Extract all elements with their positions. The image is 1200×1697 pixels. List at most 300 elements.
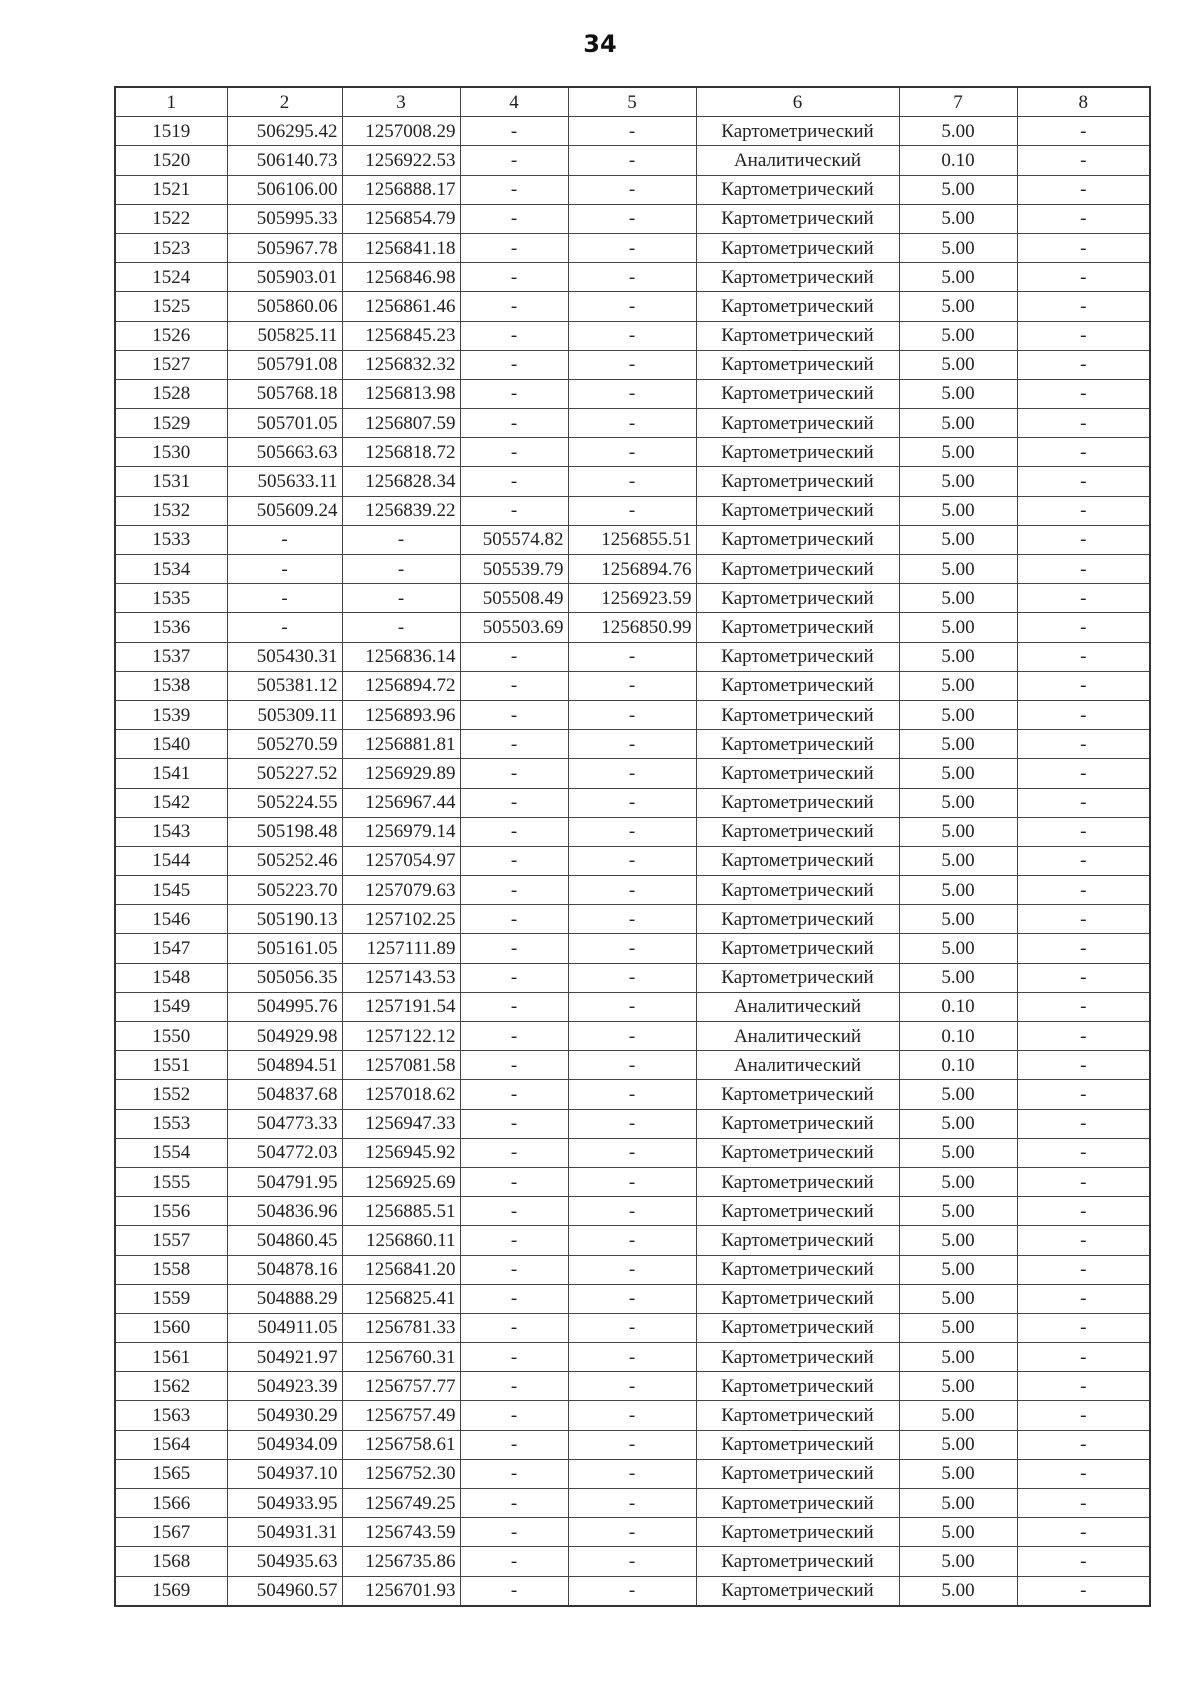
- table-cell: 1256967.44: [342, 788, 460, 817]
- table-cell: -: [1017, 817, 1150, 846]
- table-row: [115, 350, 1150, 379]
- table-cell: -: [568, 1547, 696, 1576]
- table-cell: 1256839.22: [342, 496, 460, 525]
- table-cell: -: [1017, 1109, 1150, 1138]
- table-cell: 504934.09: [227, 1430, 342, 1459]
- table-cell: 5.00: [899, 117, 1017, 146]
- table-cell: 505430.31: [227, 642, 342, 671]
- table-cell: -: [568, 1109, 696, 1138]
- table-cell: Картометрический: [696, 671, 899, 700]
- table-cell: -: [1017, 671, 1150, 700]
- table-cell: 1256925.69: [342, 1167, 460, 1196]
- table-cell: -: [460, 1138, 568, 1167]
- table-row: [115, 233, 1150, 262]
- table-cell: 505190.13: [227, 905, 342, 934]
- column-header: 4: [460, 87, 568, 117]
- table-cell: -: [460, 292, 568, 321]
- table-cell: -: [568, 1167, 696, 1196]
- table-cell: -: [460, 1080, 568, 1109]
- table-row: [115, 1576, 1150, 1606]
- table-cell: 1522: [115, 204, 227, 233]
- table-cell: 5.00: [899, 1372, 1017, 1401]
- table-cell: -: [568, 1255, 696, 1284]
- table-cell: 5.00: [899, 759, 1017, 788]
- table-cell: 1520: [115, 146, 227, 175]
- table-cell: -: [227, 584, 342, 613]
- table-cell: 5.00: [899, 438, 1017, 467]
- table-cell: 505503.69: [460, 613, 568, 642]
- table-cell: Картометрический: [696, 1255, 899, 1284]
- table-row: [115, 204, 1150, 233]
- table-cell: 1551: [115, 1051, 227, 1080]
- table-cell: 1256825.41: [342, 1284, 460, 1313]
- table-cell: -: [1017, 963, 1150, 992]
- table-cell: 504931.31: [227, 1518, 342, 1547]
- table-row: [115, 1226, 1150, 1255]
- table-cell: 5.00: [899, 1284, 1017, 1313]
- table-cell: -: [568, 992, 696, 1021]
- table-cell: 1547: [115, 934, 227, 963]
- table-cell: 0.10: [899, 992, 1017, 1021]
- table-cell: 1525: [115, 292, 227, 321]
- table-row: [115, 146, 1150, 175]
- table-body: [115, 117, 1150, 1606]
- table-cell: 1552: [115, 1080, 227, 1109]
- table-row: [115, 613, 1150, 642]
- table-cell: 1256860.11: [342, 1226, 460, 1255]
- table-cell: -: [568, 175, 696, 204]
- table-cell: -: [568, 1343, 696, 1372]
- column-header: 7: [899, 87, 1017, 117]
- table-cell: Картометрический: [696, 963, 899, 992]
- table-row: [115, 1051, 1150, 1080]
- table-cell: Картометрический: [696, 846, 899, 875]
- table-cell: -: [1017, 1080, 1150, 1109]
- table-cell: 0.10: [899, 146, 1017, 175]
- table-cell: -: [1017, 1197, 1150, 1226]
- table-cell: Картометрический: [696, 1167, 899, 1196]
- table-row: [115, 1489, 1150, 1518]
- table-row: [115, 788, 1150, 817]
- table-cell: 505227.52: [227, 759, 342, 788]
- table-cell: Картометрический: [696, 1489, 899, 1518]
- table-cell: Аналитический: [696, 992, 899, 1021]
- table-cell: -: [568, 1226, 696, 1255]
- table-cell: 1256757.77: [342, 1372, 460, 1401]
- table-cell: -: [460, 642, 568, 671]
- table-cell: -: [568, 1138, 696, 1167]
- table-cell: 1256781.33: [342, 1313, 460, 1342]
- table-cell: Картометрический: [696, 292, 899, 321]
- table-cell: -: [1017, 233, 1150, 262]
- table-cell: 1256701.93: [342, 1576, 460, 1606]
- table-cell: -: [568, 409, 696, 438]
- table-cell: 5.00: [899, 263, 1017, 292]
- table-cell: 5.00: [899, 788, 1017, 817]
- table-cell: -: [460, 671, 568, 700]
- table-cell: Картометрический: [696, 1226, 899, 1255]
- table-cell: Картометрический: [696, 1109, 899, 1138]
- table-row: [115, 1518, 1150, 1547]
- table-cell: 1537: [115, 642, 227, 671]
- table-cell: 5.00: [899, 1518, 1017, 1547]
- table-cell: 1257018.62: [342, 1080, 460, 1109]
- table-cell: 1257054.97: [342, 846, 460, 875]
- table-cell: -: [460, 379, 568, 408]
- table-cell: -: [342, 613, 460, 642]
- table-cell: 1257008.29: [342, 117, 460, 146]
- table-cell: 1542: [115, 788, 227, 817]
- table-cell: 1256841.18: [342, 233, 460, 262]
- table-cell: Картометрический: [696, 934, 899, 963]
- table-cell: 1562: [115, 1372, 227, 1401]
- table-cell: -: [568, 905, 696, 934]
- table-cell: 0.10: [899, 1022, 1017, 1051]
- table-cell: -: [1017, 1489, 1150, 1518]
- table-cell: 505056.35: [227, 963, 342, 992]
- table-row: [115, 1167, 1150, 1196]
- table-cell: -: [568, 438, 696, 467]
- table-cell: -: [460, 1226, 568, 1255]
- table-cell: 504937.10: [227, 1459, 342, 1488]
- table-cell: -: [1017, 1518, 1150, 1547]
- table-cell: -: [1017, 350, 1150, 379]
- table-cell: Картометрический: [696, 350, 899, 379]
- table-cell: -: [1017, 438, 1150, 467]
- table-cell: -: [568, 730, 696, 759]
- table-cell: -: [568, 671, 696, 700]
- table-cell: 1556: [115, 1197, 227, 1226]
- table-cell: 504791.95: [227, 1167, 342, 1196]
- table-cell: 1561: [115, 1343, 227, 1372]
- table-cell: 5.00: [899, 642, 1017, 671]
- table-cell: 504930.29: [227, 1401, 342, 1430]
- table-row: [115, 1197, 1150, 1226]
- table-cell: 5.00: [899, 379, 1017, 408]
- table-cell: 1256947.33: [342, 1109, 460, 1138]
- table-cell: -: [460, 1051, 568, 1080]
- table-cell: Картометрический: [696, 1284, 899, 1313]
- table-cell: -: [460, 117, 568, 146]
- table-cell: 1534: [115, 555, 227, 584]
- table-cell: 1257079.63: [342, 876, 460, 905]
- table-cell: 5.00: [899, 934, 1017, 963]
- table-cell: -: [460, 1284, 568, 1313]
- table-cell: -: [460, 788, 568, 817]
- table-cell: 504921.97: [227, 1343, 342, 1372]
- table-cell: 505508.49: [460, 584, 568, 613]
- table-cell: -: [568, 263, 696, 292]
- table-cell: 1256854.79: [342, 204, 460, 233]
- table-row: [115, 1372, 1150, 1401]
- table-cell: -: [1017, 788, 1150, 817]
- table-cell: 1256979.14: [342, 817, 460, 846]
- table-cell: Картометрический: [696, 525, 899, 554]
- table-row: [115, 175, 1150, 204]
- table-cell: -: [568, 233, 696, 262]
- table-cell: -: [1017, 934, 1150, 963]
- table-row: [115, 117, 1150, 146]
- column-header: 3: [342, 87, 460, 117]
- table-cell: 1256758.61: [342, 1430, 460, 1459]
- table-cell: 1256861.46: [342, 292, 460, 321]
- table-cell: -: [460, 730, 568, 759]
- table-cell: 1555: [115, 1167, 227, 1196]
- table-cell: 1558: [115, 1255, 227, 1284]
- table-row: [115, 555, 1150, 584]
- table-cell: 5.00: [899, 963, 1017, 992]
- table-cell: -: [460, 1547, 568, 1576]
- table-cell: -: [1017, 1372, 1150, 1401]
- table-cell: 1521: [115, 175, 227, 204]
- table-cell: 5.00: [899, 613, 1017, 642]
- table-row: [115, 963, 1150, 992]
- table-cell: -: [568, 846, 696, 875]
- table-cell: -: [460, 1459, 568, 1488]
- table-cell: -: [227, 525, 342, 554]
- table-cell: 505791.08: [227, 350, 342, 379]
- table-cell: Аналитический: [696, 1051, 899, 1080]
- table-row: [115, 934, 1150, 963]
- table-row: [115, 1547, 1150, 1576]
- table-cell: -: [460, 321, 568, 350]
- table-cell: -: [568, 934, 696, 963]
- table-cell: 5.00: [899, 1459, 1017, 1488]
- table-cell: Картометрический: [696, 1372, 899, 1401]
- table-row: [115, 1343, 1150, 1372]
- table-cell: 0.10: [899, 1051, 1017, 1080]
- table-cell: 505574.82: [460, 525, 568, 554]
- table-cell: 1564: [115, 1430, 227, 1459]
- table-cell: 1257143.53: [342, 963, 460, 992]
- table-cell: 505860.06: [227, 292, 342, 321]
- table-cell: -: [1017, 1022, 1150, 1051]
- table-cell: -: [1017, 1284, 1150, 1313]
- table-cell: 5.00: [899, 905, 1017, 934]
- table-cell: 1557: [115, 1226, 227, 1255]
- table-cell: 504894.51: [227, 1051, 342, 1080]
- table-row: [115, 379, 1150, 408]
- table-row: [115, 817, 1150, 846]
- table-cell: -: [460, 1518, 568, 1547]
- table-row: [115, 1459, 1150, 1488]
- table-cell: -: [1017, 117, 1150, 146]
- table-cell: 5.00: [899, 1167, 1017, 1196]
- table-cell: -: [460, 467, 568, 496]
- table-cell: 5.00: [899, 1401, 1017, 1430]
- table-cell: 1257081.58: [342, 1051, 460, 1080]
- table-row: [115, 671, 1150, 700]
- table-cell: -: [1017, 1138, 1150, 1167]
- table-cell: 505633.11: [227, 467, 342, 496]
- table-cell: 504878.16: [227, 1255, 342, 1284]
- table-cell: Картометрический: [696, 1138, 899, 1167]
- table-cell: 5.00: [899, 292, 1017, 321]
- table-cell: Картометрический: [696, 1080, 899, 1109]
- table-cell: 1554: [115, 1138, 227, 1167]
- table-cell: -: [460, 1109, 568, 1138]
- table-cell: 504837.68: [227, 1080, 342, 1109]
- table-cell: Картометрический: [696, 1197, 899, 1226]
- table-cell: Картометрический: [696, 438, 899, 467]
- table-cell: Картометрический: [696, 1313, 899, 1342]
- table-cell: 1548: [115, 963, 227, 992]
- table-cell: 5.00: [899, 1080, 1017, 1109]
- table-cell: Аналитический: [696, 146, 899, 175]
- table-row: [115, 1430, 1150, 1459]
- table-cell: 1544: [115, 846, 227, 875]
- table-cell: 505223.70: [227, 876, 342, 905]
- table-cell: -: [1017, 1313, 1150, 1342]
- table-cell: 504923.39: [227, 1372, 342, 1401]
- table-cell: -: [1017, 409, 1150, 438]
- table-cell: -: [568, 817, 696, 846]
- table-cell: 1540: [115, 730, 227, 759]
- table-cell: 505995.33: [227, 204, 342, 233]
- table-cell: Картометрический: [696, 1343, 899, 1372]
- table-cell: 1256929.89: [342, 759, 460, 788]
- table-cell: 1545: [115, 876, 227, 905]
- table-cell: 1541: [115, 759, 227, 788]
- table-cell: 505539.79: [460, 555, 568, 584]
- table-cell: 1256743.59: [342, 1518, 460, 1547]
- table-cell: -: [460, 934, 568, 963]
- table-cell: -: [1017, 146, 1150, 175]
- table-cell: 5.00: [899, 817, 1017, 846]
- table-cell: 1256894.76: [568, 555, 696, 584]
- table-cell: Картометрический: [696, 233, 899, 262]
- table-cell: -: [568, 1459, 696, 1488]
- table-cell: 1256813.98: [342, 379, 460, 408]
- table-cell: 505663.63: [227, 438, 342, 467]
- table-cell: 5.00: [899, 467, 1017, 496]
- table-cell: 5.00: [899, 321, 1017, 350]
- table-cell: 506140.73: [227, 146, 342, 175]
- table-row: [115, 1401, 1150, 1430]
- table-row: [115, 1138, 1150, 1167]
- table-cell: -: [1017, 876, 1150, 905]
- table-cell: -: [460, 1430, 568, 1459]
- table-cell: 5.00: [899, 1313, 1017, 1342]
- table-cell: -: [1017, 1576, 1150, 1606]
- table-cell: 5.00: [899, 233, 1017, 262]
- table-cell: 1256945.92: [342, 1138, 460, 1167]
- table-row: [115, 876, 1150, 905]
- table-cell: -: [568, 876, 696, 905]
- table-cell: 5.00: [899, 1255, 1017, 1284]
- table-row: [115, 1022, 1150, 1051]
- table-cell: -: [1017, 730, 1150, 759]
- table-cell: -: [460, 438, 568, 467]
- table-cell: 1256885.51: [342, 1197, 460, 1226]
- table-cell: 1256881.81: [342, 730, 460, 759]
- table-cell: -: [460, 846, 568, 875]
- table-cell: -: [568, 204, 696, 233]
- table-cell: 504772.03: [227, 1138, 342, 1167]
- table-cell: Картометрический: [696, 204, 899, 233]
- table-cell: 1526: [115, 321, 227, 350]
- table-cell: 506106.00: [227, 175, 342, 204]
- table-cell: 5.00: [899, 1547, 1017, 1576]
- table-cell: 1568: [115, 1547, 227, 1576]
- table-cell: 1543: [115, 817, 227, 846]
- table-cell: -: [460, 1489, 568, 1518]
- table-cell: 1256846.98: [342, 263, 460, 292]
- table-cell: Картометрический: [696, 117, 899, 146]
- table-cell: -: [460, 350, 568, 379]
- column-header: 8: [1017, 87, 1150, 117]
- table-cell: -: [460, 1255, 568, 1284]
- table-cell: -: [460, 759, 568, 788]
- table-cell: Картометрический: [696, 555, 899, 584]
- table-cell: -: [1017, 1226, 1150, 1255]
- table-cell: 5.00: [899, 1489, 1017, 1518]
- table-cell: -: [1017, 1459, 1150, 1488]
- table-row: [115, 700, 1150, 729]
- table-cell: -: [460, 1372, 568, 1401]
- table-cell: -: [460, 175, 568, 204]
- table-cell: -: [568, 1576, 696, 1606]
- table-cell: 1563: [115, 1401, 227, 1430]
- table-cell: Картометрический: [696, 175, 899, 204]
- table-cell: -: [1017, 1167, 1150, 1196]
- table-cell: -: [1017, 263, 1150, 292]
- table-cell: Картометрический: [696, 467, 899, 496]
- table-cell: Картометрический: [696, 730, 899, 759]
- table-cell: -: [1017, 467, 1150, 496]
- table-cell: 1533: [115, 525, 227, 554]
- table-row: [115, 759, 1150, 788]
- table-cell: Картометрический: [696, 584, 899, 613]
- table-cell: -: [1017, 584, 1150, 613]
- table-cell: 1256841.20: [342, 1255, 460, 1284]
- table-cell: 1256760.31: [342, 1343, 460, 1372]
- table-cell: -: [460, 1401, 568, 1430]
- table-cell: 1539: [115, 700, 227, 729]
- table-cell: 1256893.96: [342, 700, 460, 729]
- table-cell: 504929.98: [227, 1022, 342, 1051]
- table-cell: 5.00: [899, 700, 1017, 729]
- table-cell: Картометрический: [696, 817, 899, 846]
- table-cell: 1528: [115, 379, 227, 408]
- table-cell: 1256749.25: [342, 1489, 460, 1518]
- table-cell: Картометрический: [696, 1547, 899, 1576]
- table-cell: 504935.63: [227, 1547, 342, 1576]
- table-cell: 5.00: [899, 204, 1017, 233]
- table-row: [115, 905, 1150, 934]
- table-row: [115, 992, 1150, 1021]
- table-cell: 1535: [115, 584, 227, 613]
- table-row: [115, 467, 1150, 496]
- table-cell: -: [1017, 1401, 1150, 1430]
- table-cell: -: [1017, 700, 1150, 729]
- table-cell: 1569: [115, 1576, 227, 1606]
- table-cell: 505381.12: [227, 671, 342, 700]
- table-cell: -: [1017, 525, 1150, 554]
- table-cell: 505309.11: [227, 700, 342, 729]
- table-cell: Картометрический: [696, 263, 899, 292]
- table-cell: 1529: [115, 409, 227, 438]
- table-cell: -: [568, 1401, 696, 1430]
- table-cell: -: [1017, 905, 1150, 934]
- table-cell: -: [568, 1197, 696, 1226]
- table-cell: -: [568, 788, 696, 817]
- table-cell: -: [460, 963, 568, 992]
- table-cell: Картометрический: [696, 1459, 899, 1488]
- table-cell: -: [1017, 759, 1150, 788]
- table-cell: -: [568, 1051, 696, 1080]
- table-row: [115, 321, 1150, 350]
